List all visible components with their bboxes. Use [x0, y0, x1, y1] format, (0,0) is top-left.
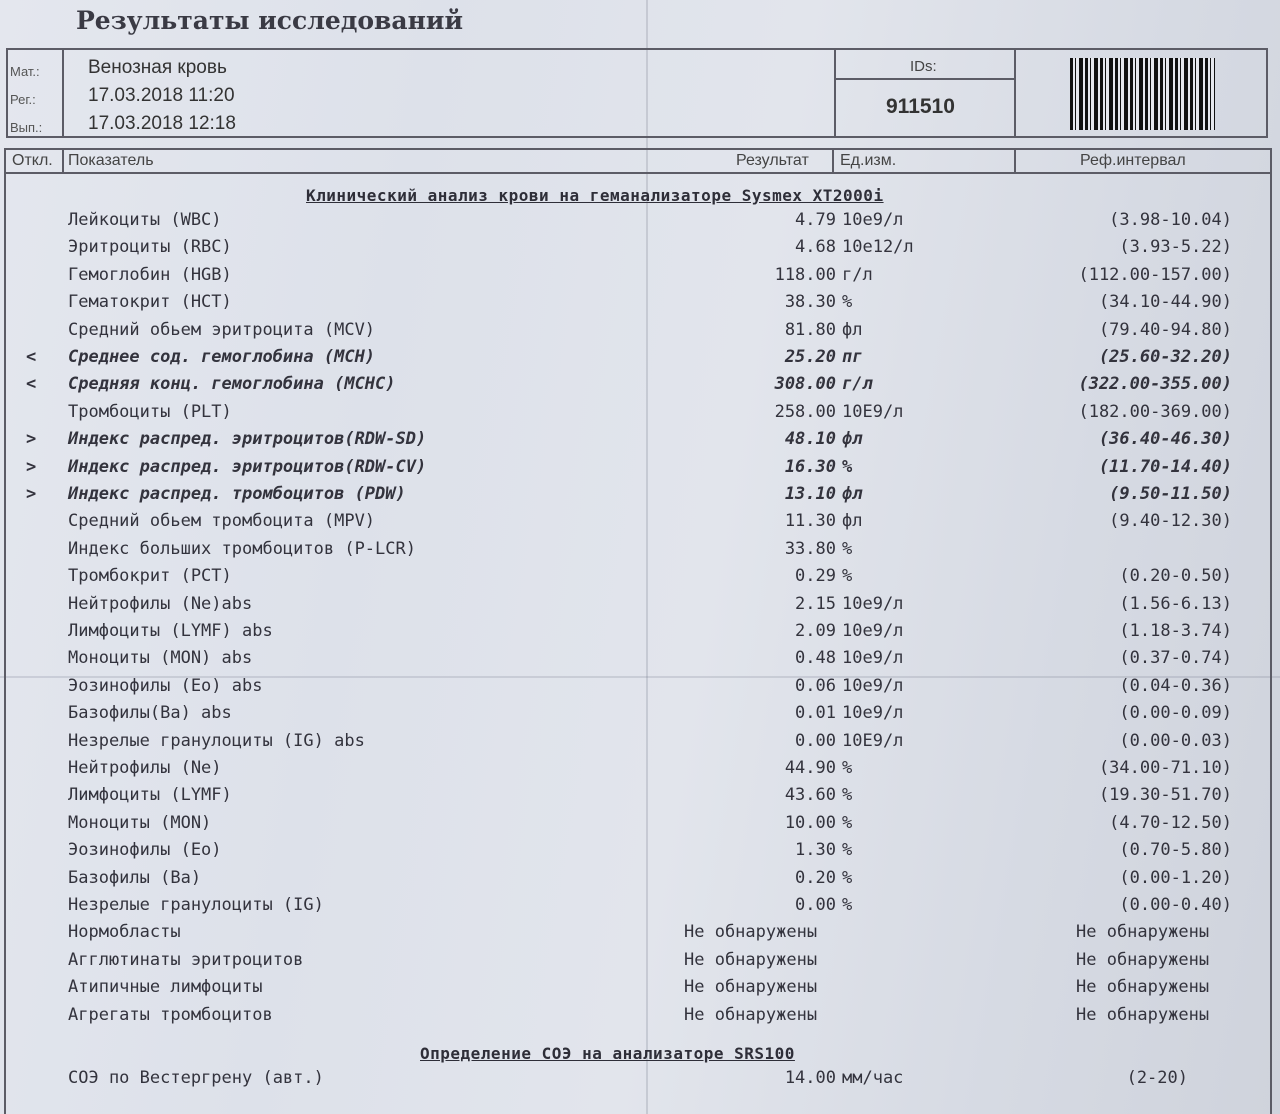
row-result: Не обнаружены — [684, 1004, 818, 1025]
row-reference: (0.37-0.74) — [1119, 648, 1232, 669]
row-name: Индекс распред. эритроцитов(RDW-CV) — [68, 456, 427, 477]
table-row — [0, 457, 1280, 484]
table-row — [0, 429, 1280, 456]
row-result: 48.10 — [784, 429, 836, 450]
row-unit: 10е12/л — [842, 237, 914, 258]
row-reference: (0.00-0.40) — [1119, 895, 1232, 915]
row-unit: % — [842, 895, 853, 915]
row-unit: фл — [842, 484, 863, 504]
row-reference: (11.70-14.40) — [1098, 456, 1232, 477]
table-header-divider — [1014, 148, 1016, 174]
row-result: 0.06 — [795, 675, 836, 696]
row-reference: (182.00-369.00) — [1078, 401, 1232, 422]
header-divider — [62, 50, 64, 136]
row-unit: % — [842, 785, 853, 806]
row-reference: (0.04-0.36) — [1119, 675, 1232, 696]
table-row — [0, 895, 1280, 922]
row-name: Гемоглобин (HGB) — [68, 264, 232, 285]
table-row — [0, 594, 1280, 621]
table-row — [0, 676, 1280, 703]
row-result: 43.60 — [784, 785, 836, 806]
row-unit: % — [842, 292, 853, 313]
row-result: 13.10 — [784, 484, 836, 504]
row-name: Незрелые гранулоциты (IG) abs — [68, 730, 365, 751]
row-reference: (322.00-355.00) — [1078, 374, 1232, 395]
registered-value: 17.03.2018 11:20 — [88, 85, 235, 106]
page-title: Результаты исследований — [76, 6, 464, 35]
row-flag: < — [26, 347, 37, 367]
row-reference: (1.56-6.13) — [1119, 593, 1232, 614]
row-name: Эозинофилы (Eo) abs — [68, 675, 263, 696]
table-row — [0, 703, 1280, 730]
table-row — [0, 347, 1280, 374]
table-row — [0, 813, 1280, 840]
table-row — [0, 868, 1280, 895]
table-row — [0, 484, 1280, 511]
row-name: Незрелые гранулоциты (IG) — [68, 895, 324, 915]
row-name: Базофилы (Ba) — [68, 867, 202, 888]
row-unit: % — [842, 456, 853, 477]
row-reference: (79.40-94.80) — [1098, 319, 1232, 340]
row-name: Лимфоциты (LYMF) — [68, 785, 232, 806]
row-unit: 10е9/л — [842, 621, 904, 641]
row-name: Лимфоциты (LYMF) abs — [68, 621, 273, 641]
row-name: Атипичные лимфоциты — [68, 977, 263, 998]
row-reference: (9.50-11.50) — [1109, 484, 1232, 504]
barcode — [1070, 58, 1215, 130]
row-reference: (36.40-46.30) — [1098, 429, 1232, 450]
table-row — [0, 977, 1280, 1004]
table-row — [0, 237, 1280, 264]
row-unit: 10е9/л — [842, 648, 904, 669]
row-unit: фл — [842, 511, 863, 532]
row-reference: (9.40-12.30) — [1109, 511, 1232, 532]
row-reference: Не обнаружены — [1076, 1004, 1210, 1025]
table-row — [0, 922, 1280, 949]
column-indicator: Показатель — [68, 152, 154, 169]
row-unit: 10E9/л — [842, 401, 904, 422]
table-row — [0, 210, 1280, 237]
registered-label: Рег.: — [10, 92, 36, 107]
row-result: 258.00 — [774, 401, 836, 422]
row-unit: % — [842, 840, 853, 861]
row-name: Эозинофилы (Eo) — [68, 840, 222, 861]
row-reference: (1.18-3.74) — [1119, 621, 1232, 641]
row-result: 0.00 — [795, 895, 836, 915]
row-reference: (0.70-5.80) — [1119, 840, 1232, 861]
row-name: Агрегаты тромбоцитов — [68, 1004, 273, 1025]
row-reference: (4.70-12.50) — [1109, 812, 1232, 833]
row-name: Эритроциты (RBC) — [68, 237, 232, 258]
row-result: 16.30 — [784, 456, 836, 477]
row-name: Тромбоциты (PLT) — [68, 401, 232, 422]
ids-value: 911510 — [886, 95, 955, 118]
row-result: 11.30 — [784, 511, 836, 532]
row-reference: (0.20-0.50) — [1119, 566, 1232, 587]
row-flag: > — [26, 456, 37, 477]
row-unit: фл — [842, 319, 863, 340]
row-reference: (0.00-0.03) — [1119, 730, 1232, 751]
row-name: Нейтрофилы (Ne)abs — [68, 593, 253, 614]
header-divider — [1014, 50, 1016, 136]
row-result: 1.30 — [795, 840, 836, 861]
table-row — [0, 731, 1280, 758]
row-reference: (25.60-32.20) — [1098, 347, 1232, 367]
row-result: 4.79 — [795, 210, 836, 230]
row-result: 118.00 — [774, 264, 836, 285]
row-result: 308.00 — [774, 374, 836, 395]
row-name: Средняя конц. гемоглобина (MCHC) — [68, 374, 396, 395]
row-name: Индекс распред. тромбоцитов (PDW) — [68, 484, 406, 504]
row-reference: (0.00-0.09) — [1119, 703, 1232, 724]
row-reference: Не обнаружены — [1076, 922, 1210, 943]
row-name: Тромбокрит (PCT) — [68, 566, 232, 587]
column-result: Результат — [736, 152, 809, 169]
table-row — [0, 648, 1280, 675]
row-reference: (0.00-1.20) — [1119, 867, 1232, 888]
row-name: Гематокрит (HCT) — [68, 292, 232, 313]
row-name: СОЭ по Вестергрену (авт.) — [68, 1068, 324, 1088]
row-reference: Не обнаружены — [1076, 977, 1210, 998]
row-result: 2.09 — [795, 621, 836, 641]
table-header-divider — [62, 148, 64, 174]
row-name: Средний обьем тромбоцита (MPV) — [68, 511, 376, 532]
table-row — [0, 840, 1280, 867]
table-row — [0, 539, 1280, 566]
row-name: Моноциты (MON) — [68, 812, 212, 833]
table-header-divider — [832, 148, 834, 174]
row-reference: Не обнаружены — [1076, 949, 1210, 970]
table-row — [0, 402, 1280, 429]
row-unit: 10E9/л — [842, 730, 904, 751]
material-value: Венозная кровь — [88, 57, 227, 78]
row-result: 81.80 — [784, 319, 836, 340]
row-name: Базофилы(Ba) abs — [68, 703, 232, 724]
row-unit: г/л — [842, 374, 873, 395]
row-result: 0.48 — [795, 648, 836, 669]
table-row — [0, 1005, 1280, 1032]
row-unit: % — [842, 538, 853, 559]
row-name: Агглютинаты эритроцитов — [68, 949, 304, 970]
section-title-cbc: Клинический анализ крови на гемaнализаторе Sysmex XT2000i — [306, 186, 884, 205]
row-result: 38.30 — [784, 292, 836, 313]
row-unit: пг — [842, 347, 863, 367]
row-unit: % — [842, 812, 853, 833]
row-result: 2.15 — [795, 593, 836, 614]
table-row — [0, 785, 1280, 812]
ids-label: IDs: — [910, 58, 937, 75]
table-row — [0, 758, 1280, 785]
table-row — [0, 320, 1280, 347]
header-divider — [834, 50, 836, 136]
table-row — [0, 621, 1280, 648]
row-name: Нормобласты — [68, 922, 181, 943]
table-row — [0, 265, 1280, 292]
row-result: 10.00 — [784, 812, 836, 833]
row-unit: % — [842, 758, 853, 778]
header-divider — [836, 78, 1014, 80]
row-reference: (19.30-51.70) — [1098, 785, 1232, 806]
row-flag: < — [26, 374, 37, 395]
column-reference: Реф.интервал — [1080, 152, 1186, 169]
table-row — [0, 292, 1280, 319]
row-name: Нейтрофилы (Ne) — [68, 758, 222, 778]
row-result: 4.68 — [795, 237, 836, 258]
material-label: Мат.: — [10, 64, 40, 79]
row-unit: мм/час — [842, 1068, 904, 1088]
row-reference: (3.93-5.22) — [1119, 237, 1232, 258]
row-unit: фл — [842, 429, 863, 450]
row-reference: (34.10-44.90) — [1098, 292, 1232, 313]
row-result: Не обнаружены — [684, 922, 818, 943]
table-row — [0, 1068, 1280, 1095]
row-name: Индекс больших тромбоцитов (P-LCR) — [68, 538, 416, 559]
row-unit: % — [842, 867, 853, 888]
row-result: 33.80 — [784, 538, 836, 559]
row-result: 14.00 — [784, 1068, 836, 1088]
column-deviation: Откл. — [12, 152, 53, 169]
row-flag: > — [26, 429, 37, 450]
row-flag: > — [26, 484, 37, 504]
row-reference: (2-20) — [1126, 1068, 1188, 1088]
row-unit: 10е9/л — [842, 675, 904, 696]
section-title-esr: Определение СОЭ на анализаторе SRS100 — [420, 1044, 795, 1063]
row-reference: (112.00-157.00) — [1078, 264, 1232, 285]
row-reference: (34.00-71.10) — [1098, 758, 1232, 778]
table-row — [0, 950, 1280, 977]
row-unit: 10е9/л — [842, 593, 904, 614]
completed-label: Вып.: — [10, 120, 43, 135]
row-unit: 10е9/л — [842, 703, 904, 724]
column-unit: Ед.изм. — [840, 152, 897, 169]
row-name: Моноциты (MON) abs — [68, 648, 253, 669]
row-unit: г/л — [842, 264, 873, 285]
row-name: Лейкоциты (WBC) — [68, 210, 222, 230]
row-name: Среднее сод. гемоглобина (MCH) — [68, 347, 376, 367]
completed-value: 17.03.2018 12:18 — [88, 113, 236, 134]
table-row — [0, 374, 1280, 401]
row-result: 0.01 — [795, 703, 836, 724]
table-row — [0, 566, 1280, 593]
row-result: 0.20 — [795, 867, 836, 888]
row-result: Не обнаружены — [684, 977, 818, 998]
row-reference: (3.98-10.04) — [1109, 210, 1232, 230]
row-name: Средний обьем эритроцита (MCV) — [68, 319, 376, 340]
row-unit: 10е9/л — [842, 210, 904, 230]
row-unit: % — [842, 566, 853, 587]
row-result: Не обнаружены — [684, 949, 818, 970]
row-result: 44.90 — [784, 758, 836, 778]
row-result: 0.00 — [795, 730, 836, 751]
row-name: Индекс распред. эритроцитов(RDW-SD) — [68, 429, 427, 450]
table-row — [0, 511, 1280, 538]
row-result: 25.20 — [784, 347, 836, 367]
row-result: 0.29 — [795, 566, 836, 587]
